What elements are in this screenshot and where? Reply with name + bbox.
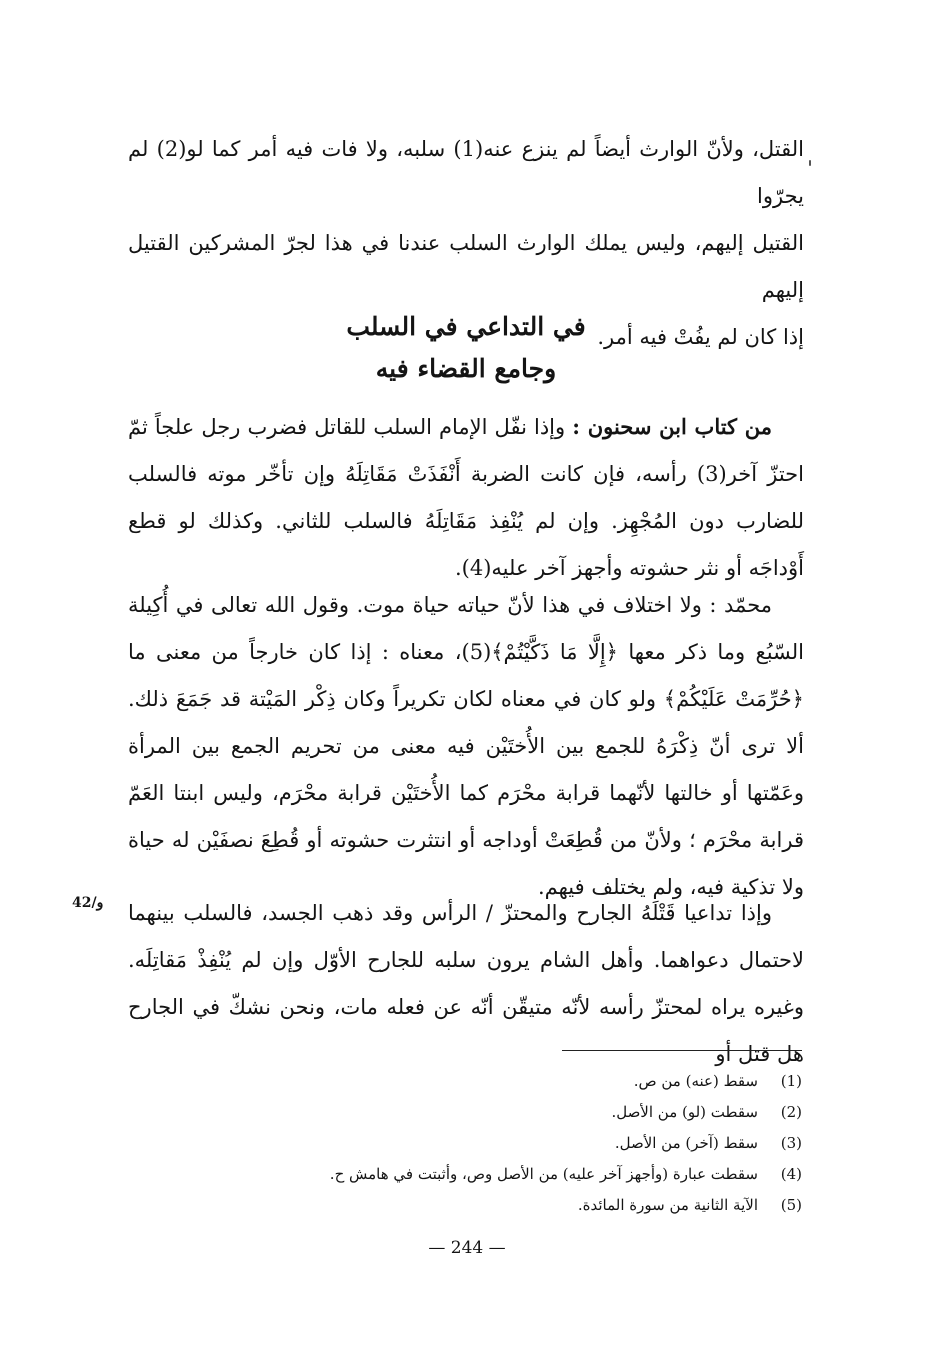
footnote-text: سقطت (لو) من الأصل. xyxy=(611,1103,758,1121)
footnote-text: الآية الثانية من سورة المائدة. xyxy=(577,1196,758,1214)
footnote-number: (2) xyxy=(780,1103,802,1121)
footnote xyxy=(200,1097,802,1128)
scan-speck xyxy=(809,160,811,166)
footnote xyxy=(200,1190,802,1221)
heading-line-1: في التداعي في السلب xyxy=(346,312,586,341)
footnote-number: (3) xyxy=(780,1134,802,1152)
source-lead: من كتاب ابن سحنون : xyxy=(572,414,772,439)
heading-line-2: وجامع القضاء فيه xyxy=(375,354,557,383)
footnote-divider xyxy=(562,1050,802,1051)
footnote-number: (4) xyxy=(780,1165,802,1183)
paragraph-1-text: وإذا نفّل الإمام السلب للقاتل فضرب رجل علجاً ثمّ احتزّ آخر(3) رأسه، فإن كانت الضربة أَنْفَذَتْ مَقَاتِلَهُ وإن تأخّر موته فالسلب للضارب دون المُجْهِز. وإن لم يُنْفِذ مَقَاتِلَهُ فالسلب للثاني. وكذلك لو قطع أَوْداجَه أو نثر حشوته وأجهز آخر عليه(4). xyxy=(128,415,804,580)
paragraph-1 xyxy=(128,403,804,592)
footnote-number: (1) xyxy=(780,1072,802,1090)
footnote-number: (5) xyxy=(780,1196,802,1214)
paragraph-2-body: محمّد : ولا اختلاف في هذا لأنّ حياته حياة موت. وقول الله تعالى في أُكِيلة السّبُع وما ذكر معها ﴿إِلَّا مَا ذَكَّيْتُمْ﴾(5)، معناه : إذا كان خارجاً من معنى ما ﴿حُرِّمَتْ عَلَيْكُمْ﴾ ولو كان في معناه لكان تكريراً وكان ذِكْر المَيْتة قد جَمَعَ ذلك. ألا ترى أنّ ذِكْرَهُ للجمع بين الأُختَيْن فيه معنى من تحريم الجمع بين المرأة وعَمّتها أو خالتها لأنّهما قرابة محْرَم كما الأُختَيْن قرابة محْرَم، وليس ابنتا العَمّ قرابة محْرَم ؛ ولأنّ من قُطِعَتْ أوداجه أو انتثرت حشوته أو قُطِعَ نصفَيْن له حياة ولا تذكية فيه، ولم يختلف فيهم. xyxy=(128,593,804,899)
section-heading xyxy=(128,306,804,390)
footnote-text: سقط (عنه) من ص. xyxy=(633,1072,758,1090)
folio-margin-note: 42/و xyxy=(72,895,104,911)
footnote xyxy=(200,1066,802,1097)
footnote xyxy=(200,1159,802,1190)
top-line-2: القتيل إليهم، وليس يملك الوارث السلب عندنا في هذا لجرّ المشركين القتيل إليهم xyxy=(128,231,804,302)
paragraph-2 xyxy=(128,582,804,911)
paragraph-3-body: وإذا تداعيا قَتْلَهُ الجارح والمحتزّ / الرأس وقد ذهب الجسد، فالسلب بينهما لاحتمال دعواهما. وأهل الشام يرون سلبه للجارح الأوّل وإن لم يُنْفِذْ مَقاتِلَه. وغيره يراه لمحتزّ رأسه لأنّه متيقّن أنّه عن فعله مات، ونحن نشكّ في الجارح هل قتل أو xyxy=(128,901,804,1066)
footnote xyxy=(200,1128,802,1159)
footnotes xyxy=(200,1066,802,1221)
top-line-3: إذا كان لم يفُتْ فيه أمر. xyxy=(597,325,804,349)
page-number: — 244 — xyxy=(428,1238,506,1258)
footnote-text: سقطت عبارة (وأجهز آخر عليه) من الأصل وص، وأثبتت في هامش ح. xyxy=(329,1165,758,1183)
top-line-1: القتل، ولأنّ الوارث أيضاً لم ينزع عنه(1) سلبه، ولا فات فيه أمر كما لو(2) لم يجرّوا xyxy=(128,137,804,208)
footnote-text: سقط (آخر) من الأصل. xyxy=(614,1134,758,1152)
paragraph-1-body xyxy=(128,403,804,592)
